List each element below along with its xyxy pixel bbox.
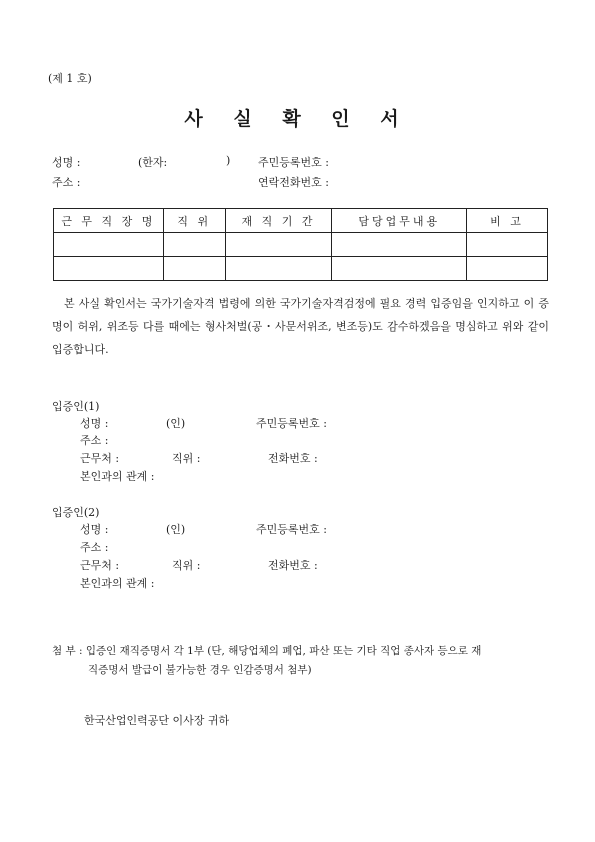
witness-2-name-label: 성명 :	[80, 523, 109, 536]
table-header-row	[54, 209, 548, 233]
witness-2-rrn-label: 주민등록번호 :	[256, 523, 327, 536]
career-table	[53, 208, 548, 281]
witness-1-address-label: 주소 :	[80, 434, 109, 447]
witness-2-position-label: 직위 :	[172, 559, 201, 572]
witness-1-name-label: 성명 :	[80, 417, 109, 430]
witness-2-address-label: 주소 :	[80, 541, 109, 554]
attachment-note-line1: 첨 부 : 입증인 재직증명서 각 1부 (단, 해당업체의 폐업, 파산 또는 기타 직업 종사자 등으로 재	[52, 645, 482, 657]
applicant-name-label: 성명 :	[52, 156, 81, 169]
table-cell	[163, 257, 225, 281]
header-position: 직 위	[163, 209, 225, 233]
witness-1-heading: 입증인(1)	[52, 400, 100, 413]
witness-2-phone-label: 전화번호 :	[268, 559, 318, 572]
witness-1-relation-label: 본인과의 관계 :	[80, 470, 155, 483]
table-cell	[467, 257, 548, 281]
applicant-rrn-label: 주민등록번호 :	[258, 156, 329, 169]
applicant-hanja-label: (한자:	[138, 156, 168, 169]
addressee: 한국산업인력공단 이사장 귀하	[84, 714, 230, 727]
table-cell	[332, 233, 467, 257]
witness-2-relation-label: 본인과의 관계 :	[80, 577, 155, 590]
form-number: (제 1 호)	[48, 72, 92, 85]
table-row	[54, 233, 548, 257]
table-cell	[225, 257, 332, 281]
header-duties: 담당업무내용	[332, 209, 467, 233]
applicant-phone-label: 연락전화번호 :	[258, 176, 329, 189]
applicant-hanja-close: )	[226, 154, 231, 167]
witness-1-phone-label: 전화번호 :	[268, 452, 318, 465]
document-title: 사 실 확 인 서	[184, 108, 411, 130]
witness-2-workplace-label: 근무처 :	[80, 559, 120, 572]
witness-1-seal: (인)	[166, 417, 186, 430]
table-cell	[467, 233, 548, 257]
header-period: 재 직 기 간	[225, 209, 332, 233]
witness-1-workplace-label: 근무처 :	[80, 452, 120, 465]
table-cell	[225, 233, 332, 257]
header-workplace: 근 무 직 장 명	[54, 209, 164, 233]
table-cell	[54, 233, 164, 257]
attachment-note-line2: 직증명서 발급이 불가능한 경우 인감증명서 첨부)	[88, 664, 312, 676]
witness-2-heading: 입증인(2)	[52, 506, 100, 519]
witness-1-position-label: 직위 :	[172, 452, 201, 465]
table-row	[54, 257, 548, 281]
witness-1-rrn-label: 주민등록번호 :	[256, 417, 327, 430]
table-cell	[332, 257, 467, 281]
witness-2-seal: (인)	[166, 523, 186, 536]
statement-paragraph: 본 사실 확인서는 국가기술자격 법령에 의한 국가기술자격검정에 필요 경력 입증임을 인지하고 이 증명이 허위, 위조등 다를 때에는 형사처벌(공・사문서위조, 변조등)도 감수하겠음을 명심하고 위와 같이 입증합니다.	[52, 297, 549, 356]
applicant-address-label: 주소 :	[52, 176, 81, 189]
header-remarks: 비 고	[467, 209, 548, 233]
table-cell	[54, 257, 164, 281]
table-cell	[163, 233, 225, 257]
